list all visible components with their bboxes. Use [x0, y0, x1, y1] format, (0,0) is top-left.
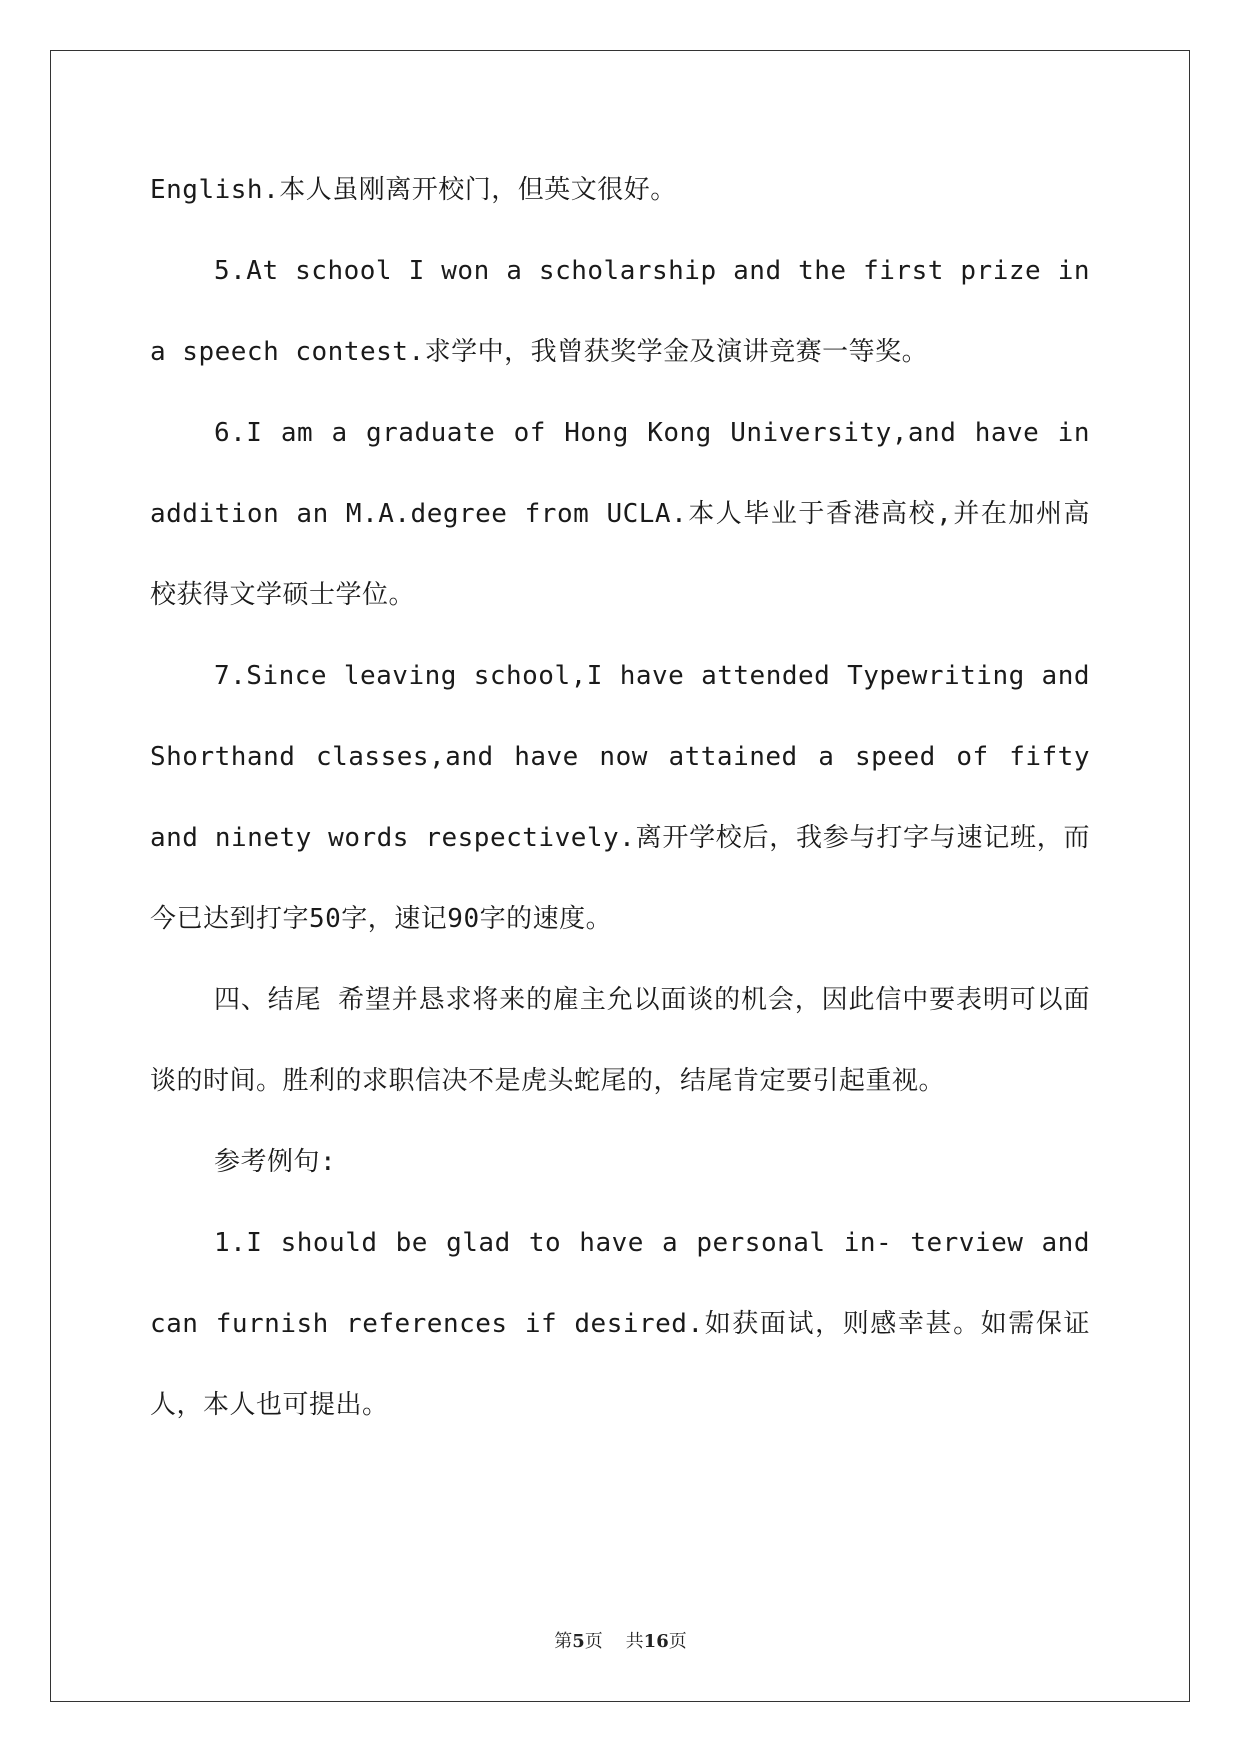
footer-page-suffix: 页	[584, 1631, 603, 1652]
footer-page-number: 5	[572, 1631, 585, 1652]
footer-prefix: 第	[554, 1631, 573, 1652]
paragraph-example-5: 5.At school I won a scholarship and the first prize in a speech contest.求学中，我曾获奖学金及演讲竞赛一等奖。	[150, 256, 1090, 367]
paragraph-example-6: 6.I am a graduate of Hong Kong University,and have in addition an M.A.degree from UCLA.本人毕业于香港高校,并在加州高校获得文学硕士学位。	[150, 418, 1090, 610]
page-footer	[0, 1627, 1241, 1653]
paragraph-section-closing: 四、结尾 希望并恳求将来的雇主允以面谈的机会，因此信中要表明可以面谈的时间。胜利的求职信决不是虎头蛇尾的，结尾肯定要引起重视。	[150, 985, 1090, 1096]
paragraph-continuation: English.本人虽刚离开校门，但英文很好。	[150, 175, 677, 205]
footer-total-suffix: 页	[668, 1631, 687, 1652]
document-body	[150, 150, 1090, 1446]
paragraph-example-1: 1.I should be glad to have a personal in- terview and can furnish references if desired.如获面试，则感幸甚。如需保证人，本人也可提出。	[150, 1228, 1090, 1420]
paragraph-reference-heading: 参考例句:	[214, 1147, 337, 1177]
paragraph-example-7: 7.Since leaving school,I have attended Typewriting and Shorthand classes,and have now attained a speed of fifty and ninety words respectively.离开学校后，我参与打字与速记班，而今已达到打字50字，速记90字的速度。	[150, 661, 1090, 934]
footer-total-pages: 16	[643, 1631, 669, 1652]
footer-total-prefix: 共	[625, 1631, 644, 1652]
